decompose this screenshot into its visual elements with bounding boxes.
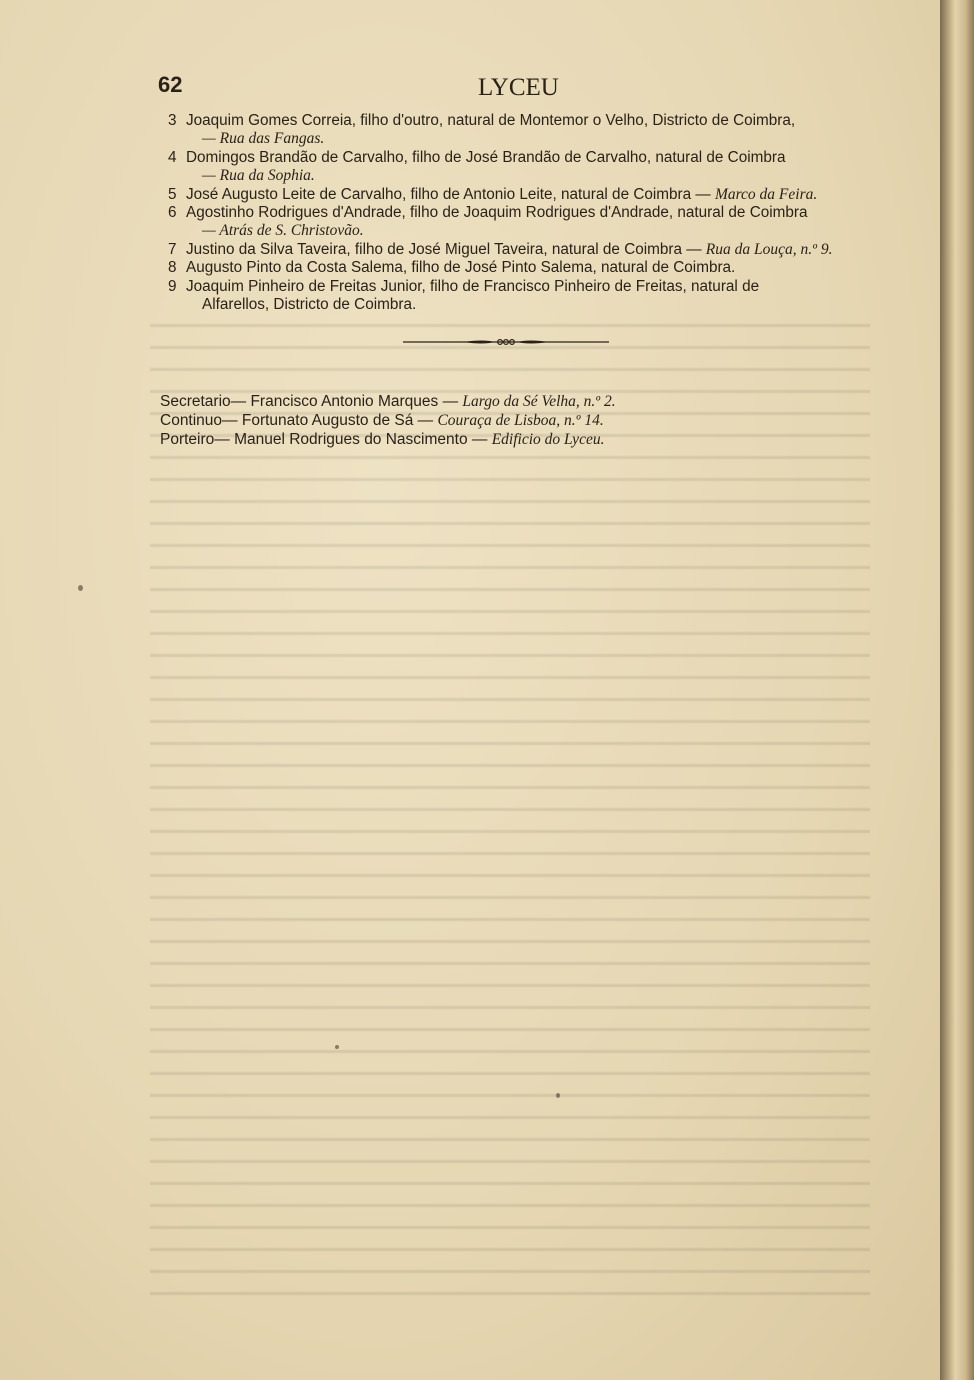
ink-spot bbox=[78, 585, 83, 591]
staff-address: Edificio do Lyceu. bbox=[491, 431, 605, 448]
staff-list bbox=[160, 392, 860, 449]
list-item bbox=[164, 204, 856, 241]
entry-text: Joaquim Pinheiro de Freitas Junior, filho de Francisco Pinheiro de Freitas, natural de bbox=[186, 277, 760, 295]
entry-number: 5 bbox=[168, 185, 177, 203]
entry-address: — Rua das Fangas. bbox=[202, 130, 325, 148]
staff-address: Largo da Sé Velha, n.º 2. bbox=[462, 393, 616, 410]
show-through-text bbox=[150, 310, 870, 1310]
student-list bbox=[164, 112, 856, 314]
list-item bbox=[164, 241, 856, 259]
staff-role: Porteiro bbox=[160, 431, 215, 448]
entry-address: Marco da Feira. bbox=[714, 185, 818, 203]
entry-text: Joaquim Gomes Correia, filho d'outro, natural de Montemor o Velho, Districto de Coimbra, bbox=[186, 112, 796, 129]
list-item bbox=[164, 112, 856, 149]
ink-spot bbox=[556, 1093, 560, 1098]
entry-text: Augusto Pinto da Costa Salema, filho de José Pinto Salema, natural de Coimbra. bbox=[186, 259, 736, 277]
staff-role: Continuo bbox=[160, 412, 223, 429]
page-header bbox=[158, 72, 858, 106]
staff-role: Secretario bbox=[160, 393, 231, 410]
staff-item bbox=[160, 430, 860, 449]
entry-number: 4 bbox=[168, 148, 177, 166]
entry-number: 3 bbox=[168, 112, 177, 129]
list-item bbox=[164, 278, 856, 315]
book-gutter bbox=[940, 0, 974, 1380]
list-item bbox=[164, 259, 856, 277]
entry-address: — Rua da Sophia. bbox=[202, 167, 315, 185]
entry-text: Domingos Brandão de Carvalho, filho de José Brandão de Carvalho, natural de Coimbra bbox=[186, 148, 786, 166]
entry-text: Agostinho Rodrigues d'Andrade, filho de Joaquim Rodrigues d'Andrade, natural de Coimbra bbox=[186, 204, 808, 222]
entry-number: 8 bbox=[168, 259, 177, 277]
entry-number: 9 bbox=[168, 277, 177, 295]
entry-text: Justino da Silva Taveira, filho de José Miguel Taveira, natural de Coimbra — bbox=[186, 240, 702, 258]
ornamental-divider bbox=[403, 338, 609, 346]
entry-number: 6 bbox=[168, 204, 177, 222]
staff-item bbox=[160, 392, 860, 411]
staff-address: Couraça de Lisboa, n.º 14. bbox=[437, 412, 604, 429]
entry-number: 7 bbox=[168, 240, 177, 258]
page-number: 62 bbox=[158, 72, 183, 97]
ink-spot bbox=[335, 1045, 339, 1049]
entry-text: José Augusto Leite de Carvalho, filho de Antonio Leite, natural de Coimbra — bbox=[186, 185, 711, 203]
list-item bbox=[164, 149, 856, 186]
staff-item bbox=[160, 411, 860, 430]
staff-name: — Manuel Rodrigues do Nascimento — bbox=[214, 431, 488, 448]
running-head: LYCEU bbox=[478, 74, 559, 101]
staff-name: — Fortunato Augusto de Sá — bbox=[222, 412, 434, 429]
list-item bbox=[164, 186, 856, 204]
entry-address: Rua da Louça, n.º 9. bbox=[705, 240, 833, 258]
entry-address: — Atrás de S. Christovão. bbox=[202, 222, 364, 240]
staff-name: — Francisco Antonio Marques — bbox=[230, 393, 459, 410]
entry-continuation: Alfarellos, Districto de Coimbra. bbox=[202, 296, 417, 314]
